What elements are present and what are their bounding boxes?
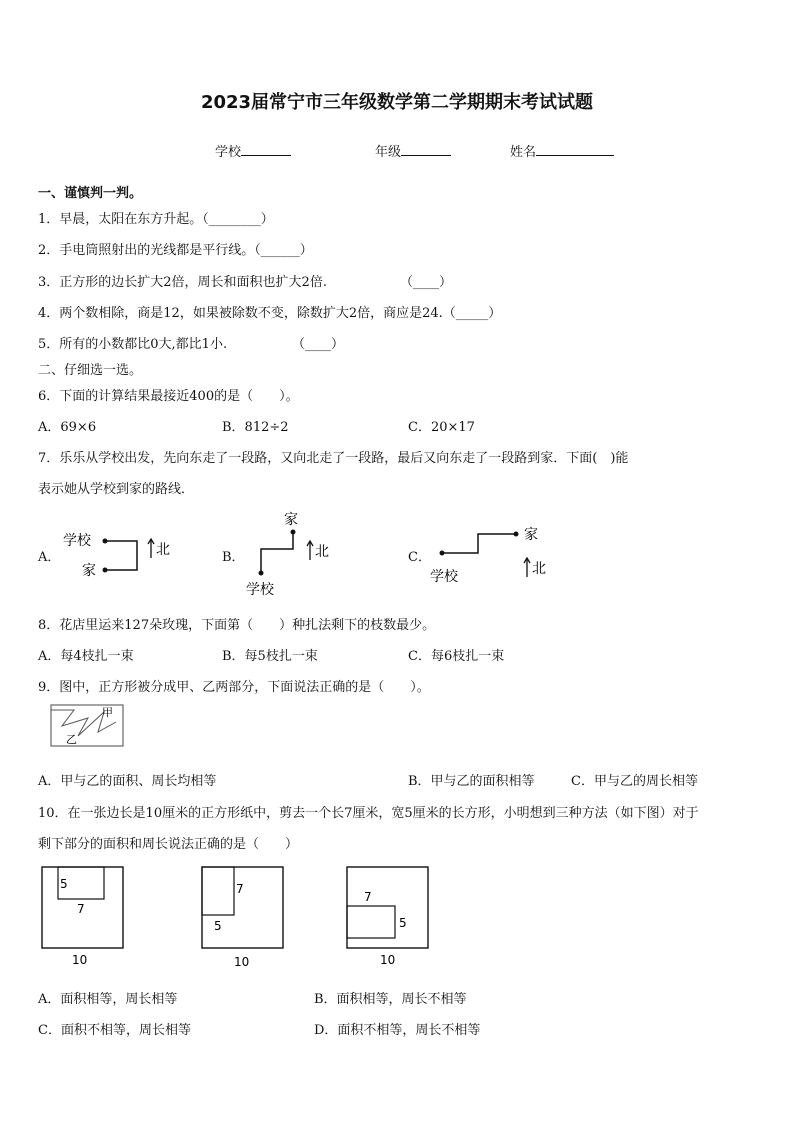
q7c-school-label: 学校 [430,569,458,585]
q9-square-diagram [50,704,124,748]
question-7-line-1: 7．乐乐从学校出发，先向东走了一段路，又向北走了一段路，最后又向东走了一段路到家．下面( )能 [38,451,629,466]
q10-figure-2 [200,866,290,972]
q7c-home-label: 家 [524,527,538,543]
question-3-blank[interactable]: （____） [400,275,453,290]
question-8: 8．花店里运来127朵玫瑰，下面第（ ）种扎法剩下的枝数最少。 [38,618,436,633]
q8-option-a[interactable]: A．每4枝扎一束 [38,649,134,664]
question-2: 2．手电筒照射出的光线都是平行线。（______） [38,243,313,258]
q10-fig2-label-10: 10 [234,955,250,969]
q8-option-c[interactable]: C．每6枝扎一束 [408,649,505,664]
q6-option-b[interactable]: B．812÷2 [222,420,289,435]
q7c-north-label: 北 [532,561,546,577]
school-label: 学校 [215,145,242,160]
q10-figure-3 [345,866,435,970]
q7a-end-dot [103,568,108,573]
q7c-route-line [442,534,516,553]
q7b-end-dot [291,530,296,535]
q10-figure-1 [40,866,130,970]
q10-fig1-label-7: 7 [77,902,85,916]
q10-fig2-label-7: 7 [236,882,244,896]
question-10-line-2: 剩下部分的面积和周长说法正确的是（ ） [38,837,299,852]
q10-fig3-label-10: 10 [380,953,396,967]
school-field[interactable] [215,141,291,160]
q10-option-d[interactable]: D．面积不相等，周长不相等 [314,1023,481,1038]
q7a-route-line [105,541,137,570]
q10-fig3-label-7: 7 [364,890,372,904]
question-7-line-2: 表示她从学校到家的路线． [38,482,195,497]
q10-fig3-label-5: 5 [399,916,407,930]
grade-label: 年级 [375,145,402,160]
q9-yi-label: 乙 [66,733,77,746]
q7b-school-label: 学校 [246,582,274,598]
section-2-heading: 二、仔细选一选。 [38,363,143,378]
q7a-start-dot [103,539,108,544]
q7a-north-label: 北 [156,542,170,558]
q9-option-b[interactable]: B．甲与乙的面积相等 [408,774,535,789]
q7b-home-label: 家 [284,512,298,528]
q9-option-c[interactable]: C．甲与乙的周长相等 [571,774,698,789]
q10-fig1-label-10: 10 [72,953,88,967]
question-4: 4．两个数相除，商是12，如果被除数不变，除数扩大2倍，商应是24.（_____） [38,306,502,321]
q7c-end-dot [514,532,519,537]
question-3: 3．正方形的边长扩大2倍，周长和面积也扩大2倍. [38,275,327,290]
question-5: 5．所有的小数都比0大,都比1小. [38,337,228,352]
q9-option-a[interactable]: A．甲与乙的面积、周长均相等 [38,774,217,789]
q6-option-a[interactable]: A．69×6 [38,420,97,435]
q7-route-b-diagram [238,508,348,598]
name-blank[interactable] [536,143,614,156]
name-field[interactable] [510,141,614,160]
q9-jia-label: 甲 [102,706,113,719]
q10-fig2-square [202,867,283,948]
q7b-north-label: 北 [315,544,329,560]
page-title: 2023届常宁市三年级数学第二学期期末考试试题 [200,92,594,113]
question-1: 1．早晨，太阳在东方升起。（________） [38,212,274,227]
q10-fig2-cut-rect [202,867,234,915]
q7a-school-label: 学校 [63,533,91,549]
grade-field[interactable] [375,141,451,160]
q10-fig3-cut-rect [347,906,395,938]
section-1-heading: 一、谨慎判一判。 [38,186,143,201]
question-6: 6．下面的计算结果最接近400的是（ ）。 [38,389,299,404]
q10-option-a[interactable]: A．面积相等，周长相等 [38,992,178,1007]
q7b-route-line [261,532,293,573]
q10-fig1-label-5: 5 [60,877,68,891]
q7-option-b[interactable]: B． [222,550,245,565]
q10-fig2-label-5: 5 [214,919,222,933]
q10-option-b[interactable]: B．面积相等，周长不相等 [314,992,467,1007]
q7b-start-dot [259,571,264,576]
school-blank[interactable] [241,143,291,156]
q7-route-a-diagram [55,525,185,585]
question-9: 9．图中，正方形被分成甲、乙两部分，下面说法正确的是（ ）。 [38,680,430,695]
grade-blank[interactable] [401,143,451,156]
q7a-home-label: 家 [82,563,96,579]
q8-option-b[interactable]: B．每5枝扎一束 [222,649,318,664]
q7-option-c[interactable]: C． [408,550,431,565]
question-5-blank[interactable]: （____） [292,337,345,352]
q7-option-a[interactable]: A． [38,550,61,565]
name-label: 姓名 [510,145,537,160]
q7-route-c-diagram [428,520,558,590]
question-10-line-1: 10．在一张边长是10厘米的正方形纸中，剪去一个长7厘米，宽5厘米的长方形，小明想到三种方法（如下图）对于 [38,806,699,821]
q10-option-c[interactable]: C．面积不相等，周长相等 [38,1023,191,1038]
q6-option-c[interactable]: C．20×17 [408,420,475,435]
q10-fig3-square [347,867,428,948]
q7c-start-dot [440,551,445,556]
